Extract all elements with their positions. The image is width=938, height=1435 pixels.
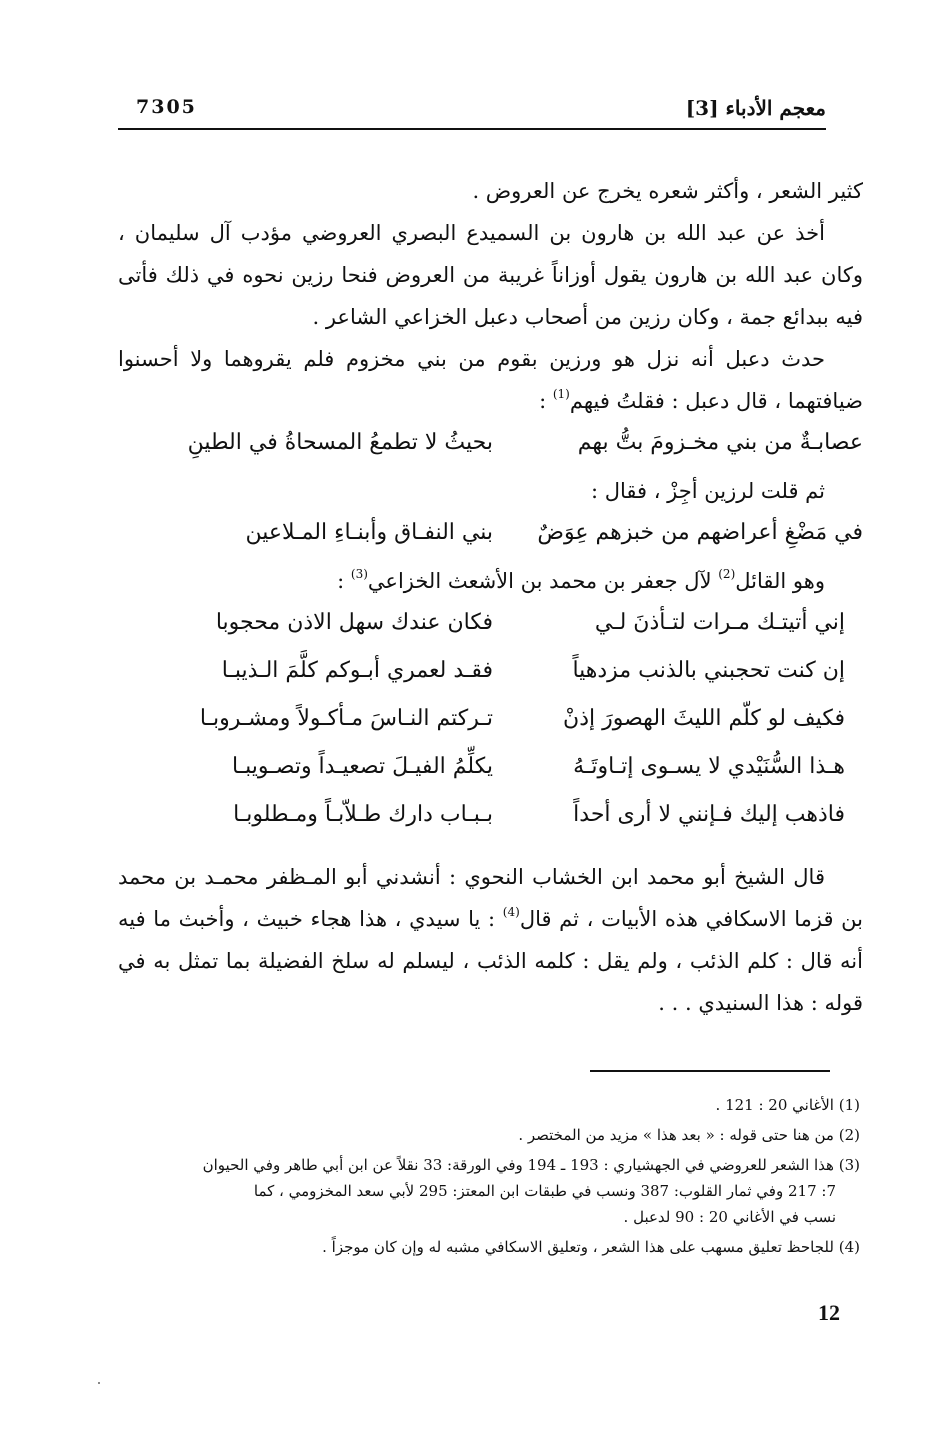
paragraph-4-end: : [337, 569, 351, 593]
header-rule [118, 128, 826, 130]
scan-speck [98, 1382, 100, 1384]
footnote-1: (1) الأغاني 20 : 121 . [715, 1096, 860, 1114]
paragraph-5 [118, 856, 863, 1024]
footnote-4: (4) للجاحظ تعليق مسهب على هذا الشعر ، وتعليق الاسكافي مشبه له وإن كان موجزاً . [322, 1238, 860, 1256]
line-after-verse-1: ثم قلت لرزين أجِزْ ، فقال : [590, 479, 825, 503]
paragraph-3 [118, 338, 863, 422]
verse-1-second-hemistich: بحيثُ لا تطمعُ المسحاةُ في الطينِ [187, 430, 493, 455]
poem-first-hemistich: هـذا السُّنَيْدي لا يسـوى إتـاوتَـهُ [573, 754, 845, 779]
footnote-ref-1[interactable]: (1) [552, 387, 570, 401]
running-header [118, 92, 826, 132]
paragraph-2: أخذ عن عبد الله بن هارون بن السميدع البصري العروضي مؤدب آل سليمان ، وكان عبد الله بن هارون يقول أوزاناً غريبة من العروض فنحا رزين نحوه في ذلك فأتى فيه ببدائع جمة ، وكان رزين من أصحاب دعبل الخزاعي الشاعر . [118, 221, 863, 329]
main-text [118, 170, 863, 1024]
poem-first-hemistich: إني أتيتـك مـرات لتـأذنَ لـي [594, 610, 845, 635]
paragraph-1: كثير الشعر ، وأكثر شعره يخرج عن العروض . [472, 179, 863, 203]
poem-verse [118, 746, 863, 794]
poem-verse [118, 698, 863, 746]
footnote-3-continued: 7: 217 وفي ثمار القلوب: 387 ونسب في طبقات ابن المعتز: 295 لأبي سعد المخزومي ، كما [253, 1182, 836, 1200]
footnotes [90, 1092, 860, 1264]
footnote-separator [590, 1070, 830, 1072]
footnote-ref-2[interactable]: (2) [718, 567, 736, 581]
footnote-2: (2) من هنا حتى قوله : « بعد هذا » مزيد من المختصر . [518, 1126, 860, 1144]
paragraph-3-text: حدث دعبل أنه نزل هو ورزين بقوم من بني مخزوم فلم يقروهما ولا أحسنوا ضيافتهما ، قال دعبل : فقلتُ فيهم [118, 347, 863, 413]
verse-1-first-hemistich: عصابـةٌ من بني مخـزومَ بتُّ بهم [577, 430, 863, 455]
page-number: 12 [818, 1300, 840, 1325]
poem-verse [118, 602, 863, 650]
poem-second-hemistich: بـبـاب دارك طـلاّبـاً ومـطلوبـا [233, 802, 493, 827]
header-book-title: معجم الأدباء [3] [685, 96, 826, 120]
footnote-ref-3[interactable]: (3) [350, 567, 368, 581]
poem-first-hemistich: إن كنت تحجبني بالذنب مزدهياً [572, 658, 845, 683]
paragraph-4 [118, 560, 863, 602]
paragraph-5-end: : يا سيدي ، هذا هجاء خبيث ، وأخبث ما فيه أنه قال : كلم الذئب ، ولم يقل : كلمه الذئب ، ليسلم له سلخ الفضيلة بما تمثل به في قوله : هذا السنيدي . . . [118, 907, 863, 1015]
footnote-3-continued: نسب في الأغاني 20 : 90 لدعبل . [623, 1208, 836, 1226]
verse-1 [118, 422, 863, 470]
spacer [118, 842, 863, 856]
poem-first-hemistich: فكيف لو كلّم الليثَ الهصورَ إذنْ [563, 706, 845, 731]
poem-first-hemistich: فاذهب إليك فـإنني لا أرى أحداً [573, 802, 845, 827]
poem-verse [118, 650, 863, 698]
poem-second-hemistich: فكان عندك سهل الاذن محجوبا [215, 610, 493, 635]
poem-verse [118, 794, 863, 842]
footnote-3: (3) هذا الشعر للعروضي في الجهشياري : 193 ـ 194 وفي الورقة: 33 نقلاً عن ابن أبي طاهر وفي الحيوان [202, 1156, 860, 1174]
verse-2-first-hemistich: في مَضْغِ أعراضهم من خبزهم عِوَضٌ [537, 520, 863, 545]
paragraph-4-start: وهو القائل [735, 569, 825, 593]
poem-second-hemistich: تـركتم النـاسَ مـأكـولاً ومشـروبـا [199, 706, 493, 731]
footnote-ref-4[interactable]: (4) [502, 905, 520, 919]
poem-second-hemistich: يكلِّمُ الفيـلَ تصعيـداً وتصـويبـا [232, 754, 493, 779]
paragraph-4-mid: لآل جعفر بن محمد بن الأشعث الخزاعي [367, 569, 719, 593]
verse-2-second-hemistich: بني النفـاق وأبنـاءِ المـلاعين [245, 520, 493, 545]
paragraph-5-start: قال الشيخ أبو محمد ابن الخشاب النحوي : أنشدني أبو المـظفر محمـد بن محمد بن قزما الاسكافي هذه الأبيات ، ثم قال [118, 865, 864, 931]
poem-second-hemistich: فقـد لعمري أبـوكم كلَّمَ الـذيبـا [221, 658, 493, 683]
paragraph-3-end: : [539, 389, 553, 413]
header-page-number: 7305 [136, 96, 197, 118]
verse-2 [118, 512, 863, 560]
